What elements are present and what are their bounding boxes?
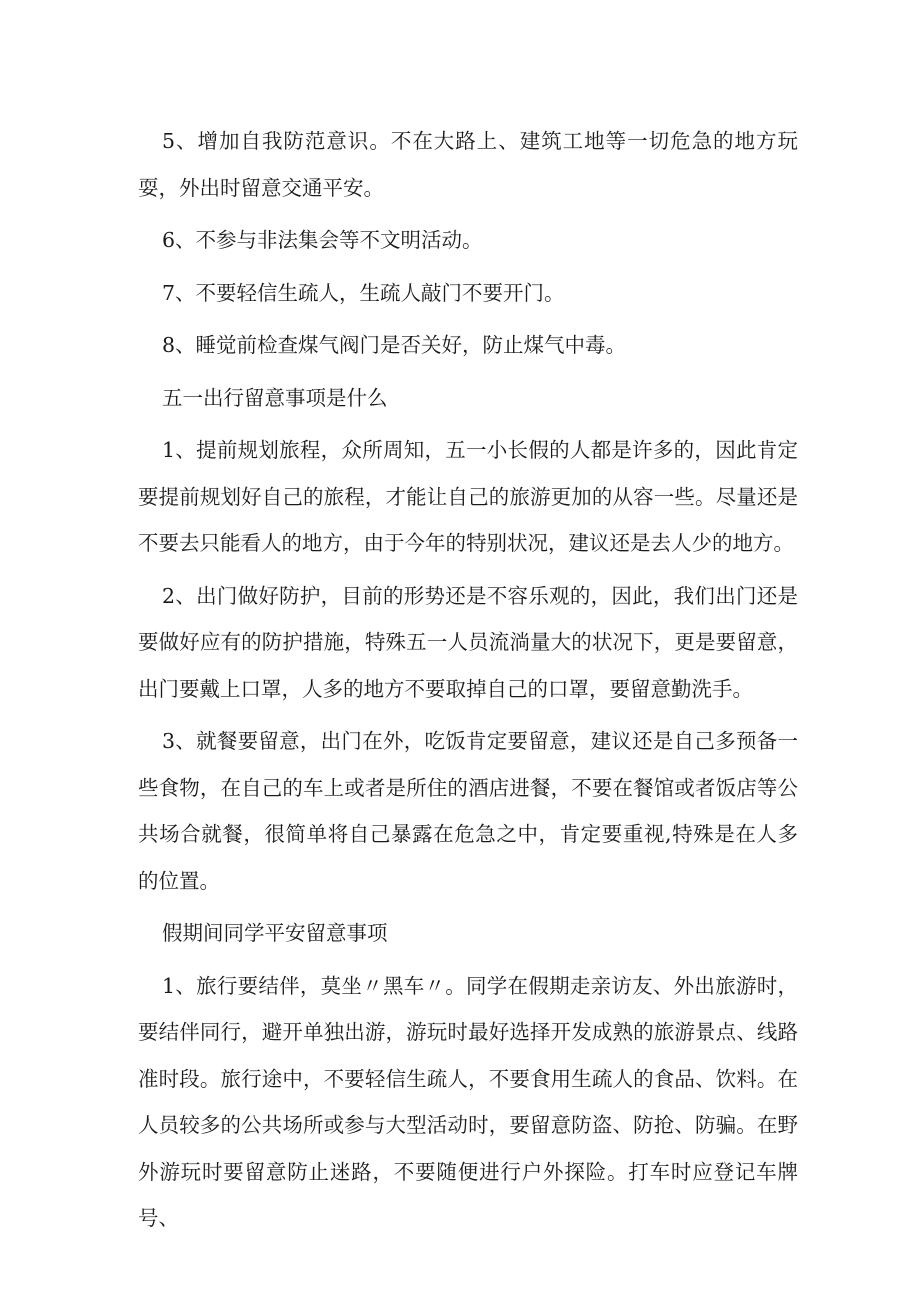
paragraph-gas-check: 8、睡觉前检查煤气阀门是否关好，防止煤气中毒。	[162, 333, 627, 357]
paragraph-strangers: 7、不要轻信生疏人，生疏人敲门不要开门。	[162, 280, 565, 305]
section-heading-student-safety: 假期间同学平安留意事项	[162, 921, 388, 945]
paragraph-safety-awareness: 5、增加自我防范意识。不在大路上、建筑工地等一切危急的地方玩耍，外出时留意交通平安。	[138, 129, 798, 200]
section-heading-may-day-travel: 五一出行留意事项是什么	[162, 385, 388, 410]
paragraph-dining: 3、就餐要留意，出门在外，吃饭肯定要留意，建议还是自己多预备一些食物，在自己的车上或者是所住的酒店进餐，不要在餐馆或者饭店等公共场合就餐，很简单将自己暴露在危急之中，肯定要重视,特殊是在人多的位置。	[138, 729, 798, 893]
paragraph-no-illegal-gathering: 6、不参与非法集会等不文明活动。	[162, 228, 483, 252]
document-body	[138, 118, 798, 1248]
paragraph-plan-trip: 1、提前规划旅程，众所周知，五一小长假的人都是许多的，因此肯定要提前规划好自己的旅程，才能让自己的旅游更加的从容一些。尽量还是不要去只能看人的地方，由于今年的特别状况，建议还是去人少的地方。	[138, 438, 798, 555]
paragraph-travel-together: 1、旅行要结伴，莫坐〃黑车〃。同学在假期走亲访友、外出旅游时，要结伴同行，避开单独出游，游玩时最好选择开发成熟的旅游景点、线路准时段。旅行途中，不要轻信生疏人，不要食用生疏人的食品、饮料。在人员较多的公共场所或参与大型活动时，要留意防盗、防抢、防骗。在野外游玩时要留意防止迷路，不要随便进行户外探险。打车时应登记车牌号、	[138, 973, 798, 1230]
paragraph-protection: 2、出门做好防护，目前的形势还是不容乐观的，因此，我们出门还是要做好应有的防护措施，特殊五一人员流淌量大的状况下，更是要留意，出门要戴上口罩，人多的地方不要取掉自己的口罩，要留意勤洗手。	[138, 583, 798, 701]
